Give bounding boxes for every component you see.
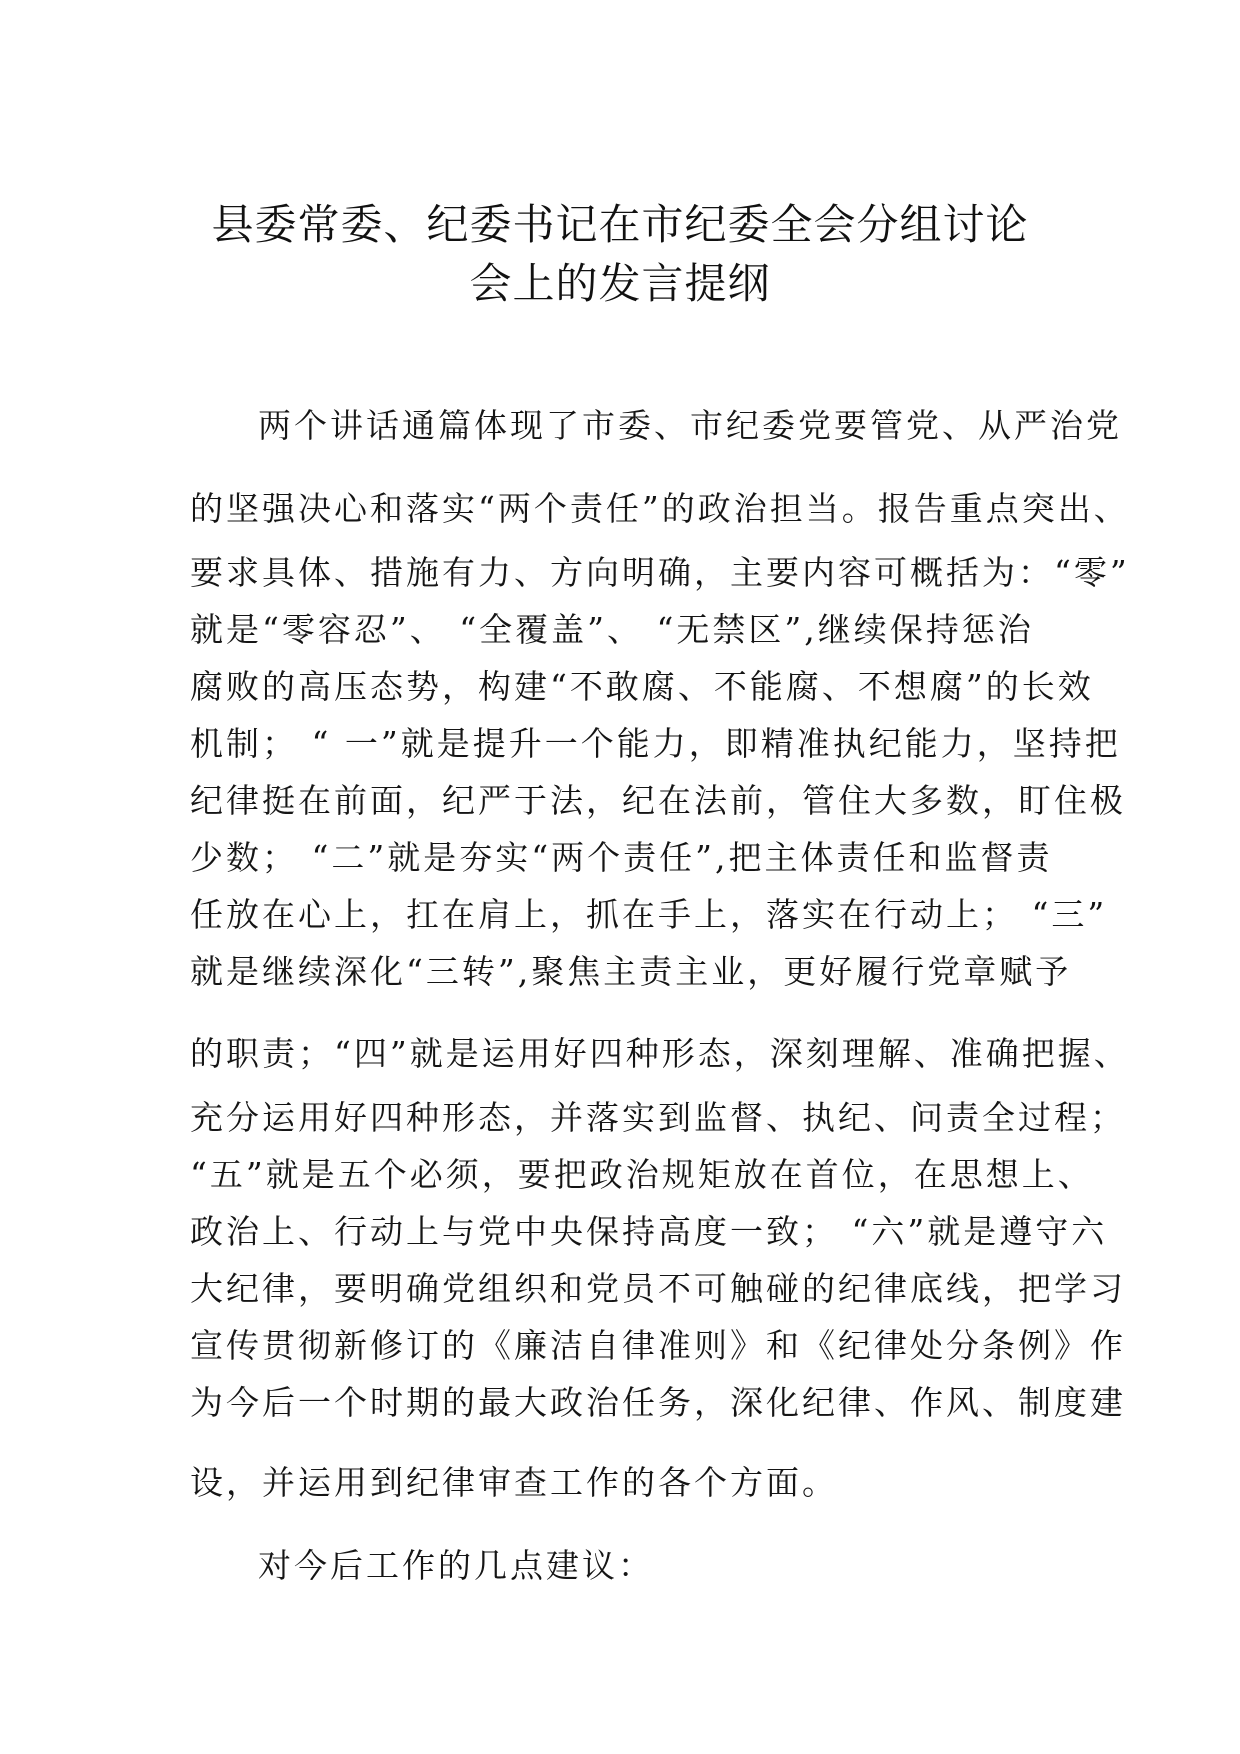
body-line-3: 要求具体、措施有力、方向明确，主要内容可概括为：“零” <box>190 553 1130 592</box>
body-line-16: 宣传贯彻新修订的《廉洁自律准则》和《纪律处分条例》作 <box>190 1326 1126 1365</box>
body-line-17: 为今后一个时期的最大政治任务，深化纪律、作风、制度建 <box>190 1383 1126 1422</box>
body-line-5: 腐败的高压态势，构建“不敢腐、不能腐、不想腐”的长效 <box>190 667 1094 706</box>
body-line-4: 就是“零容忍”、 “全覆盖”、 “无禁区”,继续保持惩治 <box>190 610 1034 649</box>
body-line-18: 设，并运用到纪律审查工作的各个方面。 <box>190 1463 838 1502</box>
body-line-19: 对今后工作的几点建议： <box>258 1546 654 1585</box>
body-line-7: 纪律挺在前面，纪严于法，纪在法前，管住大多数，盯住极 <box>190 781 1126 820</box>
body-line-14: 政治上、行动上与党中央保持高度一致； “六”就是遵守六 <box>190 1212 1108 1251</box>
body-line-12: 充分运用好四种形态，并落实到监督、执纪、问责全过程； <box>190 1098 1126 1137</box>
body-line-1: 两个讲话通篇体现了市委、市纪委党要管党、从严治党 <box>258 406 1122 445</box>
document-title-line-2: 会上的发言提纲 <box>469 259 771 308</box>
body-line-9: 任放在心上，扛在肩上，抓在手上，落实在行动上； “三” <box>190 895 1108 934</box>
body-line-15: 大纪律，要明确党组织和党员不可触碰的纪律底线，把学习 <box>190 1269 1126 1308</box>
body-line-6: 机制； “ 一”就是提升一个能力，即精准执纪能力，坚持把 <box>190 724 1121 763</box>
body-line-8: 少数； “二”就是夯实“两个责任”,把主体责任和监督责 <box>190 838 1053 877</box>
body-line-13: “五”就是五个必须，要把政治规矩放在首位，在思想上、 <box>190 1155 1094 1194</box>
document-title-line-1: 县委常委、纪委书记在市纪委全会分组讨论 <box>211 200 1029 249</box>
body-line-11: 的职责；“四”就是运用好四种形态，深刻理解、准确把握、 <box>190 1034 1130 1073</box>
body-line-2: 的坚强决心和落实“两个责任”的政治担当。报告重点突出、 <box>190 489 1130 528</box>
body-line-10: 就是继续深化“三转”,聚焦主责主业，更好履行党章赋予 <box>190 952 1072 991</box>
